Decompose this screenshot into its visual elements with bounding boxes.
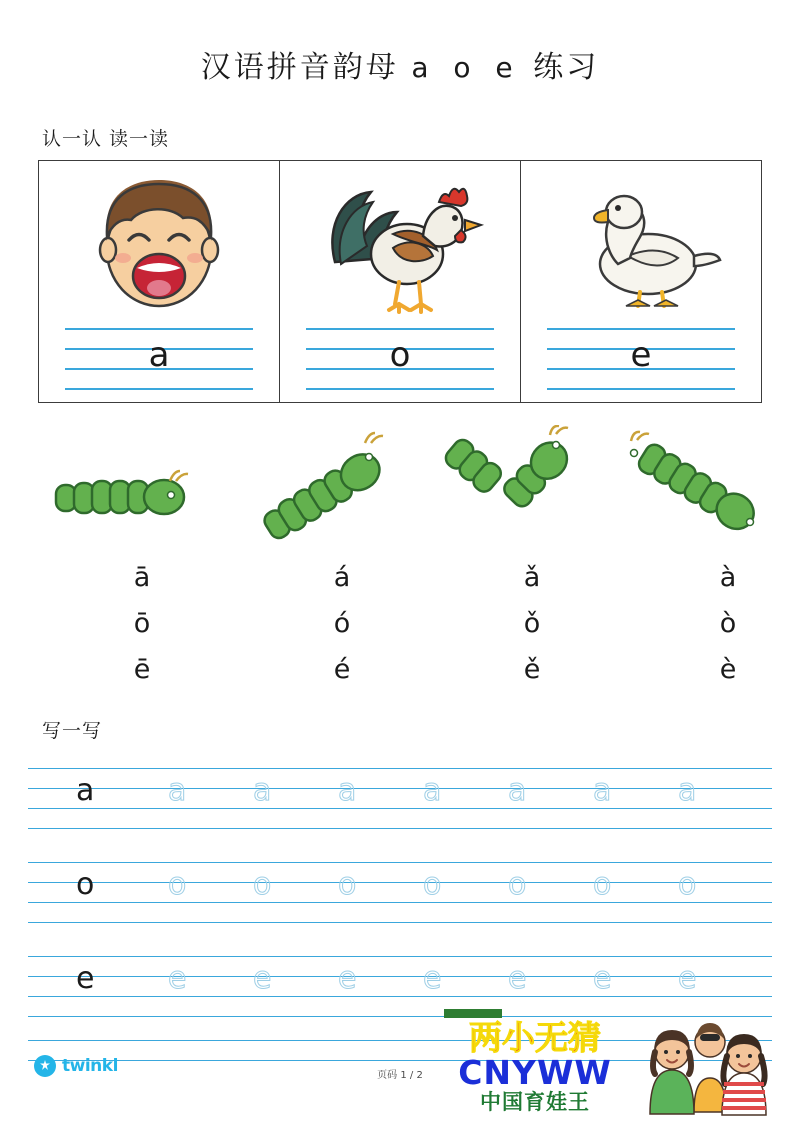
trace-letter-e: e <box>508 961 527 996</box>
tone-letter-row-e <box>30 654 770 700</box>
trace-letter-e: e <box>338 961 357 996</box>
writing-guide-a <box>65 328 253 390</box>
guide-line <box>28 882 772 883</box>
guide-line <box>28 922 772 923</box>
caterpillar-falling-tone <box>615 425 800 550</box>
tone-letter: ò <box>719 608 737 639</box>
watermark-family-illustration <box>632 1012 782 1117</box>
trace-letter-e: e <box>678 961 697 996</box>
trace-letter-a: a <box>678 773 697 808</box>
watermark-line-3: 中国育娃王 <box>480 1090 590 1114</box>
vowel-letter-a: a <box>148 335 170 375</box>
trace-letter-a: a <box>423 773 442 808</box>
page-title <box>0 42 800 86</box>
tone-letter: é <box>333 654 351 685</box>
tone-letter: á <box>333 562 351 593</box>
caterpillar-flat-tone <box>40 425 225 550</box>
goose-illustration <box>521 169 761 324</box>
guide-line <box>306 388 494 390</box>
page-title-suffix: 练习 <box>533 50 600 85</box>
model-letter-e: e <box>76 961 95 996</box>
tone-letter: ǒ <box>523 608 541 639</box>
watermark-text-stack <box>440 1009 630 1114</box>
page-title-chinese: 汉语拼音韵母 <box>200 50 399 85</box>
trace-letter-a: a <box>338 773 357 808</box>
watermark <box>432 1005 782 1117</box>
guide-line <box>28 808 772 809</box>
tone-letter: à <box>719 562 737 593</box>
watermark-line-1: 两小无猜 <box>469 1018 601 1057</box>
trace-letter-e: e <box>253 961 272 996</box>
tone-letter: ó <box>333 608 351 639</box>
page-title-latin: a o e <box>411 51 521 84</box>
writing-guide-o <box>306 328 494 390</box>
picture-row <box>38 160 762 403</box>
practice-stave-a <box>28 768 772 830</box>
guide-line <box>547 328 735 330</box>
tone-letter: ē <box>133 654 151 685</box>
watermark-line-2: CNYWW <box>458 1053 612 1092</box>
guide-line <box>28 902 772 903</box>
picture-cell-a <box>39 161 280 402</box>
picture-cell-o <box>280 161 521 402</box>
vowel-letter-o: o <box>389 335 411 375</box>
tone-letter-row-o <box>30 608 770 654</box>
tone-letter: ǎ <box>523 562 541 593</box>
guide-line <box>306 328 494 330</box>
twinkl-brand-label: twinkl <box>62 1056 118 1076</box>
trace-letter-e: e <box>593 961 612 996</box>
tone-letter: ě <box>523 654 541 685</box>
read-section-heading: 认一认 读一读 <box>42 128 170 150</box>
write-section-heading: 写一写 <box>42 720 103 742</box>
trace-letter-o: o <box>593 867 612 902</box>
tone-letter: ā <box>133 562 151 593</box>
guide-line <box>28 976 772 977</box>
picture-cell-e <box>521 161 761 402</box>
tone-letter-row-a <box>30 562 770 608</box>
tone-caterpillar-row <box>30 425 770 550</box>
guide-line <box>65 388 253 390</box>
model-letter-a: a <box>76 773 95 808</box>
trace-letter-o: o <box>423 867 442 902</box>
rooster-illustration <box>280 169 520 324</box>
trace-letter-o: o <box>168 867 187 902</box>
guide-line <box>28 788 772 789</box>
guide-line <box>28 828 772 829</box>
trace-letter-a: a <box>508 773 527 808</box>
watermark-green-bar <box>444 1009 502 1018</box>
writing-guide-e <box>547 328 735 390</box>
guide-line <box>28 768 772 769</box>
open-mouth-face-illustration <box>39 169 279 324</box>
tone-letters-grid <box>30 562 770 700</box>
guide-line <box>28 996 772 997</box>
guide-line <box>28 956 772 957</box>
trace-letter-o: o <box>678 867 697 902</box>
practice-stave-o <box>28 862 772 924</box>
page-number: 页码 1 / 2 <box>377 1070 423 1081</box>
trace-letter-a: a <box>253 773 272 808</box>
trace-letter-o: o <box>338 867 357 902</box>
trace-letter-a: a <box>593 773 612 808</box>
guide-line <box>547 388 735 390</box>
trace-letter-e: e <box>423 961 442 996</box>
guide-line <box>65 328 253 330</box>
guide-line <box>28 862 772 863</box>
trace-letter-o: o <box>508 867 527 902</box>
trace-letter-o: o <box>253 867 272 902</box>
trace-letter-a: a <box>168 773 187 808</box>
tone-letter: è <box>719 654 737 685</box>
trace-letter-e: e <box>168 961 187 996</box>
model-letter-o: o <box>76 867 95 902</box>
caterpillar-rising-tone <box>235 425 420 550</box>
vowel-letter-e: e <box>630 335 652 375</box>
caterpillar-falling-rising-tone <box>430 425 615 550</box>
tone-letter: ō <box>133 608 151 639</box>
